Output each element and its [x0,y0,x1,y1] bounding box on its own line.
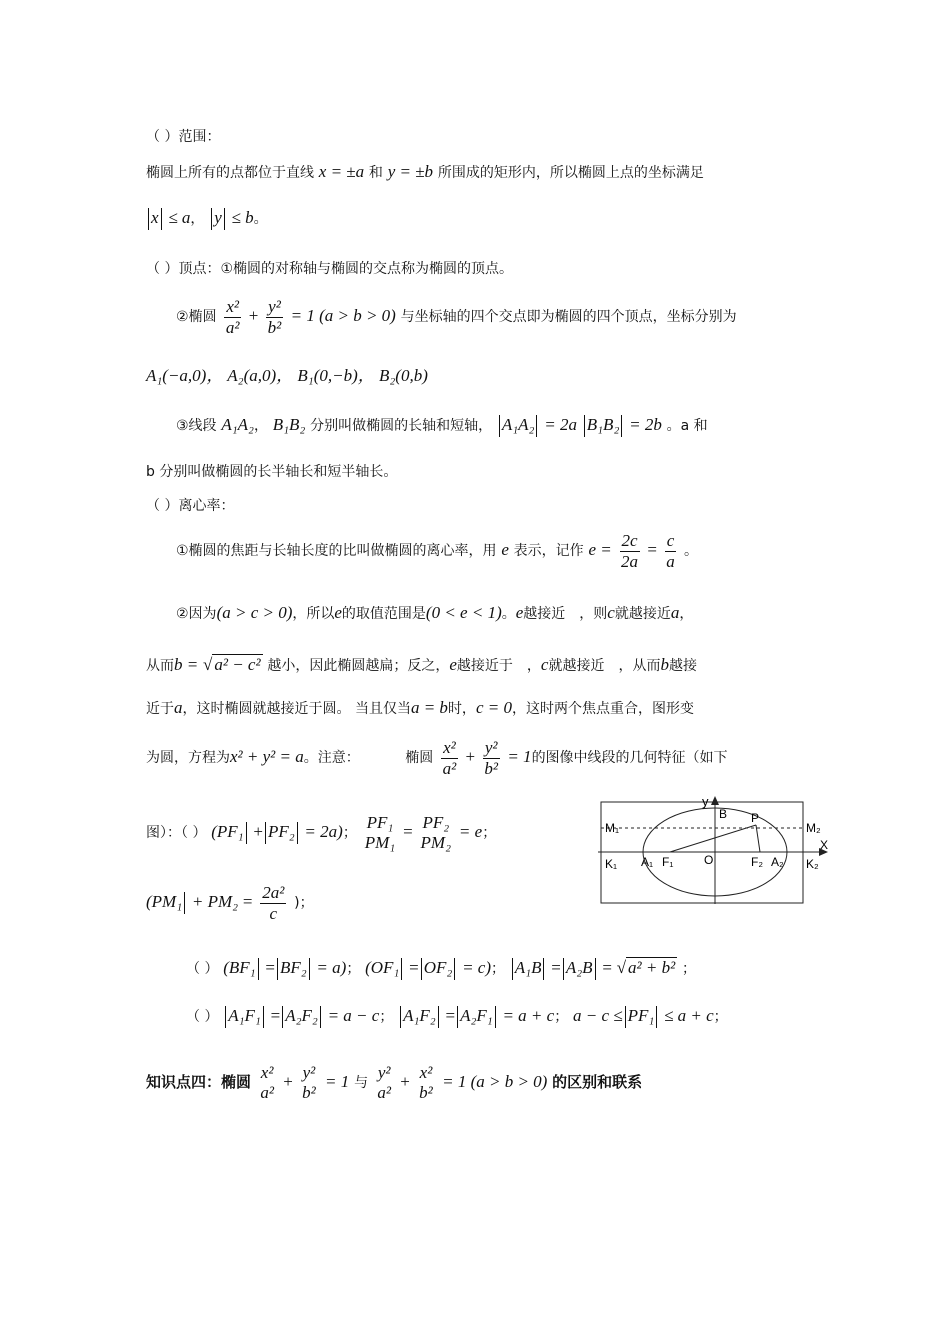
vertex-line-3 [176,415,708,437]
abs-bar [282,1006,283,1028]
fraction-num: y² [484,737,498,757]
coord-a2: A₂(a,0)， [227,366,294,385]
abs-bar [457,1006,458,1028]
abs-bar [258,958,259,980]
math: (PM₁ [146,892,183,911]
range-text-2: 所围成的矩形内，所以椭圆上点的坐标满足 [437,165,704,181]
fraction-den: a² [442,758,457,778]
math: A₁B [514,958,542,977]
math: A₁F₁ [228,1006,261,1025]
sqrt-expr: a² + b² [628,958,676,977]
ecc-p1-text: ①椭圆的焦距与长轴长度的比叫做椭圆的离心率，用 [176,543,497,559]
fraction-num: 2c [621,530,638,550]
abs-bar [265,822,266,844]
fraction [365,813,396,853]
vertex-p3-line2: b 分别叫做椭圆的长半轴长和短半轴长。 [146,464,398,480]
abs-bar [536,415,537,437]
equals: = [270,1006,281,1025]
plus: + [248,306,259,325]
abs-bar [224,208,225,230]
text: 越接近 ，则 [523,606,608,622]
fraction [665,531,677,572]
point4-suffix: 的区别和联系 [552,1073,643,1091]
text: 图）：（ ） [146,825,207,841]
ecc-line-3 [146,655,697,676]
len-a1a2: A₁A₂ [501,415,535,434]
text: 为圆，方程为 [146,750,230,766]
equals: = [403,822,413,841]
fraction-den: b² [419,1083,433,1102]
range-ineq-y: y [214,208,222,227]
text: 就越接近 [614,606,671,622]
equals: = [602,958,612,977]
range-and: 和 [368,165,383,181]
fraction-den: b² [484,758,499,778]
math: = a) [316,958,347,977]
segment-pf2 [756,825,760,852]
plus: + [465,747,476,766]
abs-bar [309,958,310,980]
fraction-num: x² [226,296,239,316]
abs-bar [621,415,622,437]
math: = 1 (a > b > 0) [442,1072,548,1091]
vertex-line-2 [176,296,737,338]
range-line-1 [146,162,704,183]
vertex-coords [146,366,428,386]
ecc-heading: （ ）离心率： [146,498,235,514]
math: + PM₂ [191,892,239,911]
math: e [334,603,342,622]
math: A₁F₂ [403,1006,436,1025]
abs-bar [277,958,278,980]
label-f1: F₁ [662,855,674,869]
math: = 1 [507,747,532,766]
equals: = [265,958,275,977]
vertex-p3-prefix: ③线段 [176,418,217,434]
text: ； [681,961,696,977]
math: PF₂ [267,822,295,841]
fraction-den: b² [302,1083,316,1102]
abs-bar [543,958,544,980]
fraction [620,531,640,572]
fraction-den: a² [377,1083,391,1102]
segment-b1b2: B₁B₂ [272,415,306,434]
text: 就越接近 ，从而 [548,658,661,674]
ecc-e: e [501,540,509,559]
math: c = 0 [475,698,512,717]
math: c [540,655,549,674]
text: ，这时两个焦点重合，图形变 [511,701,694,717]
text: 从而 [146,658,174,674]
label-b: B [719,807,728,821]
point4-label: 知识点四：椭圆 [146,1073,252,1091]
math: = 2a) [304,822,343,841]
math: A₂F₁ [460,1006,493,1025]
sqrt-expr: a² − c² [214,655,261,674]
math: OF₂ [423,958,453,977]
fraction [483,738,500,779]
fraction-num: y² [268,296,281,316]
range-eq-x: x = ±a [318,162,365,181]
len2-rhs: = 2b [629,415,662,434]
math: a = b [410,698,448,717]
equals: = [551,958,561,977]
abs-bar [246,822,247,844]
math: BF₂ [279,958,307,977]
fraction [441,738,458,779]
math: e [515,603,524,622]
fraction [259,1063,276,1103]
label-k1: K₁ [605,857,618,871]
ecc-p1-text2: 表示，记作 [513,543,584,559]
text: 的图像中线段的几何特征（如下 [531,750,728,766]
range-ineq-x-rhs: ≤ a [168,208,191,227]
text: 的取值范围是 [341,606,426,622]
abs-bar [320,1006,321,1028]
label-p: P [751,811,760,825]
math: b [660,655,669,674]
text: )； [294,895,314,911]
math: = 1 [325,1072,350,1091]
fraction [260,883,286,924]
label-a1: A₁ [641,855,654,869]
math: A₂B [565,958,593,977]
label-m1: M₁ [605,821,620,835]
text: （ ） [186,961,219,977]
equals: = [647,540,657,559]
abs-bar [625,1006,626,1028]
abs-bar [211,208,212,230]
geo-line-1 [146,810,496,855]
text: 越接近于 ， [456,658,541,674]
text: 越接 [668,658,697,674]
range-text-1: 椭圆上所有的点都位于直线 [146,165,314,181]
abs-bar [148,208,149,230]
range-end: 。 [253,211,268,227]
fraction-den: a² [225,317,240,337]
text: （ ） [186,1009,219,1025]
math: (0 < e < 1) [425,603,502,622]
text: ②因为 [176,606,217,622]
fraction-den: a [666,551,675,571]
math: = a − c [327,1006,380,1025]
abs-bar [225,1006,226,1028]
ecc-line-4 [146,698,694,719]
point4-line [146,1060,642,1105]
fraction [376,1063,393,1103]
abs-bar [584,415,585,437]
text: 近于 [146,701,174,717]
len-b1b2: B₁B₂ [586,415,620,434]
math: b = [174,655,199,674]
fraction [266,297,283,338]
text: ； [379,1009,394,1025]
math: a [174,698,183,717]
label-x: X [820,838,829,852]
text: 与 [354,1075,369,1091]
equals: = [242,892,253,911]
fraction-den: PM₁ [364,833,396,852]
abs-bar [438,1006,439,1028]
abs-bar [400,1006,401,1028]
geo-line-4 [186,1006,728,1028]
fraction [418,1063,435,1103]
text: 。 [501,606,516,622]
range-ineq-x: x [151,208,159,227]
abs-bar [656,1006,657,1028]
fraction-num: c [666,530,675,550]
text: ， [679,606,694,622]
fraction-num: x² [260,1063,274,1082]
ecc-line-5 [146,737,728,779]
ellipse-diagram [598,792,838,908]
coord-a1: A₁(−a,0)， [146,366,224,385]
sqrt-sign: √ [616,958,627,977]
abs-bar [161,208,162,230]
math: a [670,603,680,622]
fraction-num: y² [302,1063,316,1082]
range-ineq-y-rhs: ≤ b [231,208,254,227]
math: (BF₁ [223,958,256,977]
abs-bar [184,892,185,914]
abs-bar [454,958,455,980]
ecc-eq-lhs: e = [588,540,612,559]
fraction-den: PM₂ [420,833,452,852]
coord-b2: B₂(0,b) [379,366,428,385]
range-line-2 [146,208,268,230]
math: = c) [462,958,491,977]
math: = e [458,822,483,841]
abs-bar [563,958,564,980]
segment-pf1 [670,825,756,852]
vertex-p3-mid: 分别叫做椭圆的长轴和短轴， [310,418,493,434]
math: e [449,655,457,674]
abs-bar [297,822,298,844]
fraction [301,1063,318,1103]
fraction-num: PF₁ [366,813,394,832]
math: x² + y² = a [230,747,304,766]
text: ； [713,1009,728,1025]
fraction-num: x² [419,1063,433,1082]
fraction-num: x² [443,737,456,757]
fraction-num: PF₂ [422,813,450,832]
math: (OF₁ [365,958,400,977]
abs-bar [401,958,402,980]
vertex-heading: （ ）顶点：①椭圆的对称轴与椭圆的交点称为椭圆的顶点。 [146,261,513,277]
geo-line-2 [146,880,314,925]
coord-b1: B₁(0,−b)， [297,366,375,385]
text: 时， [447,701,476,717]
label-y: y [702,794,709,809]
fraction-den: b² [267,317,282,337]
text: 。注意： [303,750,360,766]
math: c [607,603,615,622]
vertex-p2-prefix: ②椭圆 [176,309,217,325]
fraction [224,297,241,338]
text: ，所以 [292,606,335,622]
text: ； [482,825,497,841]
abs-bar [263,1006,264,1028]
math: a − c ≤ [572,1006,623,1025]
label-k2: K₂ [806,857,819,871]
equals: = [445,1006,456,1025]
sqrt-sign: √ [203,655,213,674]
abs-bar [512,958,513,980]
text: ； [346,961,361,977]
plus: + [400,1072,410,1091]
len1-rhs: = 2a [544,415,577,434]
abs-bar [421,958,422,980]
y-axis-arrow [711,796,719,805]
ecc-line-2 [176,603,693,624]
vertex-eq-rhs: = 1 (a > b > 0) [290,306,396,325]
segment-a1a2: A₁A₂ [221,415,254,434]
ecc-p1-end: 。 [684,543,699,559]
math: (PF₁ [211,822,244,841]
fraction-num: y² [377,1063,391,1082]
text: 椭圆 [405,750,434,766]
text: ，这时椭圆就越接近于圆。 当且仅当 [182,701,411,717]
math: (a > c > 0) [216,603,293,622]
range-heading: （ ）范围： [146,129,221,145]
abs-bar [595,958,596,980]
fraction [420,813,451,853]
math: A₂F₂ [285,1006,318,1025]
text: 越小，因此椭圆越扁；反之， [267,658,450,674]
fraction-den: c [269,903,278,923]
plus: + [283,1072,293,1091]
abs-bar [495,1006,496,1028]
fraction-den: a² [260,1083,274,1102]
geo-line-3 [186,958,696,980]
range-eq-y: y = ±b [387,162,434,181]
text: ； [554,1009,569,1025]
vertex-p3-end: 。a 和 [666,418,708,434]
label-f2: F₂ [751,855,763,869]
fraction-num: 2a² [262,882,285,902]
label-m2: M₂ [806,821,821,835]
fraction-den: 2a [621,551,639,571]
abs-bar [499,415,500,437]
equals: = [409,958,419,977]
math: = a + c [502,1006,555,1025]
math: PF₁ [627,1006,655,1025]
text: ； [491,961,505,977]
label-o: O [704,853,714,867]
vertex-p2-suffix: 与坐标轴的四个交点即为椭圆的四个顶点，坐标分别为 [400,309,737,325]
plus: + [253,822,263,841]
label-a2: A₂ [771,855,784,869]
ecc-line-1 [176,530,698,572]
range-comma: ， [190,211,205,227]
math: ≤ a + c [664,1006,714,1025]
sep: ， [253,418,268,434]
text: ； [342,825,357,841]
